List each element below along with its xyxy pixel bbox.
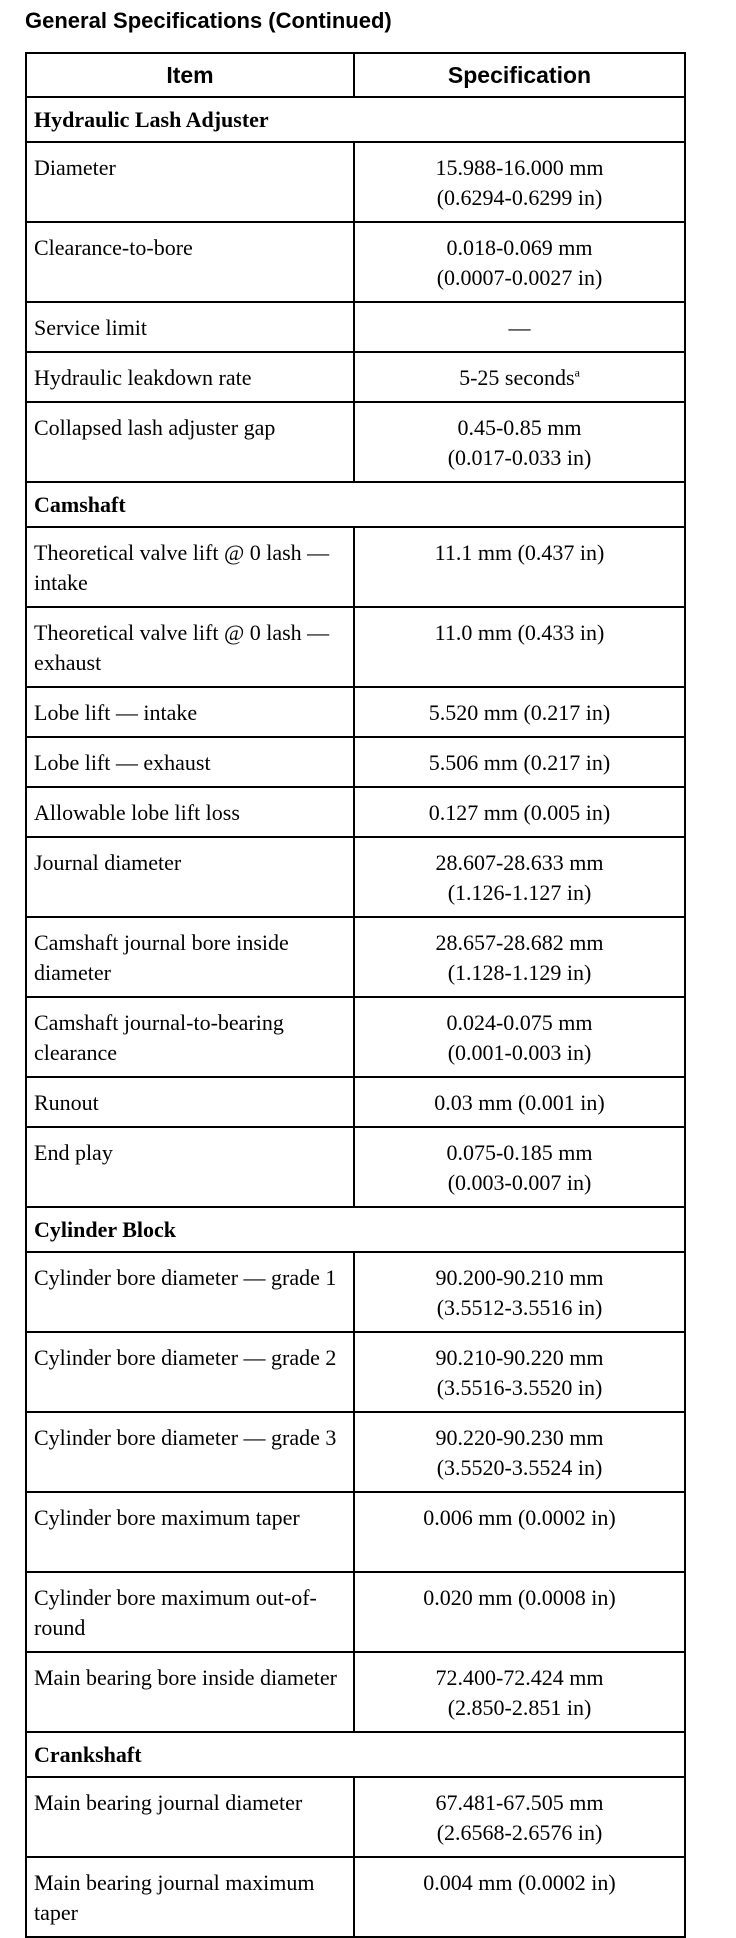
item-cell: Cylinder bore diameter — grade 2 bbox=[26, 1332, 354, 1412]
table-body bbox=[26, 97, 685, 1937]
specification-line bbox=[361, 1263, 678, 1293]
item-cell: Cylinder bore maximum out-of-round bbox=[26, 1572, 354, 1652]
specification-text: 5.506 mm (0.217 in) bbox=[428, 750, 611, 775]
table-row bbox=[26, 527, 685, 607]
item-cell: Theoretical valve lift @ 0 lash — intake bbox=[26, 527, 354, 607]
specification-line bbox=[361, 233, 678, 263]
section-heading: Crankshaft bbox=[26, 1732, 685, 1777]
specification-line bbox=[361, 443, 678, 473]
specification-cell bbox=[354, 222, 685, 302]
table-row bbox=[26, 1777, 685, 1857]
specification-text: 28.607-28.633 mm bbox=[435, 850, 604, 875]
table-row bbox=[26, 1077, 685, 1127]
table-row bbox=[26, 142, 685, 222]
specification-text: 0.024-0.075 mm bbox=[446, 1010, 593, 1035]
specification-cell bbox=[354, 997, 685, 1077]
specification-line bbox=[361, 1293, 678, 1323]
specification-text: 11.0 mm (0.433 in) bbox=[434, 620, 605, 645]
specification-line bbox=[361, 183, 678, 213]
column-header-specification: Specification bbox=[354, 53, 685, 97]
item-cell: Journal diameter bbox=[26, 837, 354, 917]
specification-line bbox=[361, 1868, 678, 1898]
item-cell: Cylinder bore diameter — grade 3 bbox=[26, 1412, 354, 1492]
specification-text: (0.017-0.033 in) bbox=[447, 445, 592, 470]
specification-line bbox=[361, 1693, 678, 1723]
item-cell: Lobe lift — exhaust bbox=[26, 737, 354, 787]
item-cell: Camshaft journal-to-bearing clearance bbox=[26, 997, 354, 1077]
specification-line bbox=[361, 1343, 678, 1373]
item-cell: Cylinder bore maximum taper bbox=[26, 1492, 354, 1572]
specification-cell bbox=[354, 1332, 685, 1412]
table-row bbox=[26, 1412, 685, 1492]
item-cell: Diameter bbox=[26, 142, 354, 222]
specification-text: — bbox=[508, 315, 531, 340]
section-heading: Camshaft bbox=[26, 482, 685, 527]
table-row bbox=[26, 737, 685, 787]
specification-text: (0.0007-0.0027 in) bbox=[436, 265, 603, 290]
specification-text: (1.126-1.127 in) bbox=[447, 880, 592, 905]
specification-line bbox=[361, 1038, 678, 1068]
specification-line bbox=[361, 1818, 678, 1848]
section-row bbox=[26, 97, 685, 142]
specification-line bbox=[361, 798, 678, 828]
specification-cell bbox=[354, 402, 685, 482]
specification-cell bbox=[354, 787, 685, 837]
item-cell: Allowable lobe lift loss bbox=[26, 787, 354, 837]
specification-text: 11.1 mm (0.437 in) bbox=[434, 540, 605, 565]
table-row bbox=[26, 1652, 685, 1732]
item-cell: Hydraulic leakdown rate bbox=[26, 352, 354, 402]
specification-line bbox=[361, 263, 678, 293]
specification-text: 15.988-16.000 mm bbox=[435, 155, 604, 180]
table-row bbox=[26, 837, 685, 917]
specification-text: 28.657-28.682 mm bbox=[435, 930, 604, 955]
table-row bbox=[26, 402, 685, 482]
table-row bbox=[26, 302, 685, 352]
item-cell: Theoretical valve lift @ 0 lash — exhaust bbox=[26, 607, 354, 687]
specification-text: 90.210-90.220 mm bbox=[435, 1345, 604, 1370]
item-cell: Camshaft journal bore inside diameter bbox=[26, 917, 354, 997]
specification-line bbox=[361, 1088, 678, 1118]
table-row bbox=[26, 1332, 685, 1412]
specification-text: 0.03 mm (0.001 in) bbox=[434, 1090, 605, 1115]
specification-text: (0.6294-0.6299 in) bbox=[436, 185, 603, 210]
specification-text: 72.400-72.424 mm bbox=[435, 1665, 604, 1690]
specification-cell bbox=[354, 1857, 685, 1937]
item-cell: Cylinder bore diameter — grade 1 bbox=[26, 1252, 354, 1332]
table-row bbox=[26, 1572, 685, 1652]
table-row bbox=[26, 352, 685, 402]
specification-text: 0.020 mm (0.0008 in) bbox=[423, 1585, 616, 1610]
table-header-row bbox=[26, 53, 685, 97]
table-row bbox=[26, 607, 685, 687]
specification-line bbox=[361, 1663, 678, 1693]
specification-text: (3.5516-3.5520 in) bbox=[436, 1375, 603, 1400]
table-row bbox=[26, 787, 685, 837]
specification-line bbox=[361, 1423, 678, 1453]
table-row bbox=[26, 997, 685, 1077]
specification-line bbox=[361, 1583, 678, 1613]
section-row bbox=[26, 1207, 685, 1252]
spec-table bbox=[25, 52, 686, 1938]
table-row bbox=[26, 1127, 685, 1207]
specification-cell bbox=[354, 142, 685, 222]
item-cell: Clearance-to-bore bbox=[26, 222, 354, 302]
specification-line bbox=[361, 1008, 678, 1038]
specification-text: 90.220-90.230 mm bbox=[435, 1425, 604, 1450]
section-heading: Cylinder Block bbox=[26, 1207, 685, 1252]
specification-line bbox=[361, 748, 678, 778]
specification-cell bbox=[354, 302, 685, 352]
specification-cell bbox=[354, 1777, 685, 1857]
item-cell: Main bearing journal diameter bbox=[26, 1777, 354, 1857]
specification-cell bbox=[354, 917, 685, 997]
item-cell: End play bbox=[26, 1127, 354, 1207]
specification-text: (1.128-1.129 in) bbox=[447, 960, 592, 985]
specification-cell bbox=[354, 1652, 685, 1732]
item-cell: Main bearing bore inside diameter bbox=[26, 1652, 354, 1732]
table-row bbox=[26, 1252, 685, 1332]
specification-cell bbox=[354, 1492, 685, 1572]
specification-text: 5-25 seconds bbox=[459, 365, 575, 390]
specification-line bbox=[361, 958, 678, 988]
specification-line bbox=[361, 928, 678, 958]
table-row bbox=[26, 1492, 685, 1572]
item-cell: Main bearing journal maximum taper bbox=[26, 1857, 354, 1937]
specification-text: (2.6568-2.6576 in) bbox=[436, 1820, 603, 1845]
specification-text: 0.006 mm (0.0002 in) bbox=[423, 1505, 616, 1530]
footnote-marker: a bbox=[574, 365, 580, 380]
table-row bbox=[26, 917, 685, 997]
specification-line bbox=[361, 1788, 678, 1818]
specification-text: 0.127 mm (0.005 in) bbox=[428, 800, 611, 825]
section-row bbox=[26, 1732, 685, 1777]
specification-cell bbox=[354, 837, 685, 917]
specification-text: 67.481-67.505 mm bbox=[435, 1790, 604, 1815]
specification-text: (0.001-0.003 in) bbox=[447, 1040, 592, 1065]
specification-text: 0.018-0.069 mm bbox=[446, 235, 593, 260]
specification-line bbox=[361, 413, 678, 443]
item-cell: Runout bbox=[26, 1077, 354, 1127]
item-cell: Collapsed lash adjuster gap bbox=[26, 402, 354, 482]
specification-text: 5.520 mm (0.217 in) bbox=[428, 700, 611, 725]
section-row bbox=[26, 482, 685, 527]
section-heading: Hydraulic Lash Adjuster bbox=[26, 97, 685, 142]
item-cell: Service limit bbox=[26, 302, 354, 352]
column-header-item: Item bbox=[26, 53, 354, 97]
specification-line bbox=[361, 313, 678, 343]
specification-cell bbox=[354, 1077, 685, 1127]
specification-text: 0.45-0.85 mm bbox=[457, 415, 582, 440]
page-title: General Specifications (Continued) bbox=[25, 8, 392, 33]
specification-cell bbox=[354, 352, 685, 402]
specification-cell bbox=[354, 737, 685, 787]
specification-line bbox=[361, 698, 678, 728]
specification-line bbox=[361, 363, 678, 393]
specification-line bbox=[361, 618, 678, 648]
specification-cell bbox=[354, 607, 685, 687]
table-row bbox=[26, 222, 685, 302]
specification-line bbox=[361, 1453, 678, 1483]
specification-line bbox=[361, 1373, 678, 1403]
specification-line bbox=[361, 1503, 678, 1533]
specification-line bbox=[361, 1168, 678, 1198]
specification-line bbox=[361, 538, 678, 568]
specification-cell bbox=[354, 1412, 685, 1492]
specification-text: (0.003-0.007 in) bbox=[447, 1170, 592, 1195]
specification-text: (3.5520-3.5524 in) bbox=[436, 1455, 603, 1480]
table-row bbox=[26, 1857, 685, 1937]
specification-cell bbox=[354, 527, 685, 607]
specification-line bbox=[361, 878, 678, 908]
specification-text: 90.200-90.210 mm bbox=[435, 1265, 604, 1290]
specification-cell bbox=[354, 1572, 685, 1652]
table-row bbox=[26, 687, 685, 737]
specification-text: (3.5512-3.5516 in) bbox=[436, 1295, 603, 1320]
item-cell: Lobe lift — intake bbox=[26, 687, 354, 737]
specification-cell bbox=[354, 1127, 685, 1207]
specification-text: (2.850-2.851 in) bbox=[447, 1695, 592, 1720]
specification-line bbox=[361, 848, 678, 878]
specification-line bbox=[361, 153, 678, 183]
specification-cell bbox=[354, 687, 685, 737]
specification-text: 0.004 mm (0.0002 in) bbox=[423, 1870, 616, 1895]
specification-line bbox=[361, 1138, 678, 1168]
specification-text: 0.075-0.185 mm bbox=[446, 1140, 593, 1165]
specification-cell bbox=[354, 1252, 685, 1332]
